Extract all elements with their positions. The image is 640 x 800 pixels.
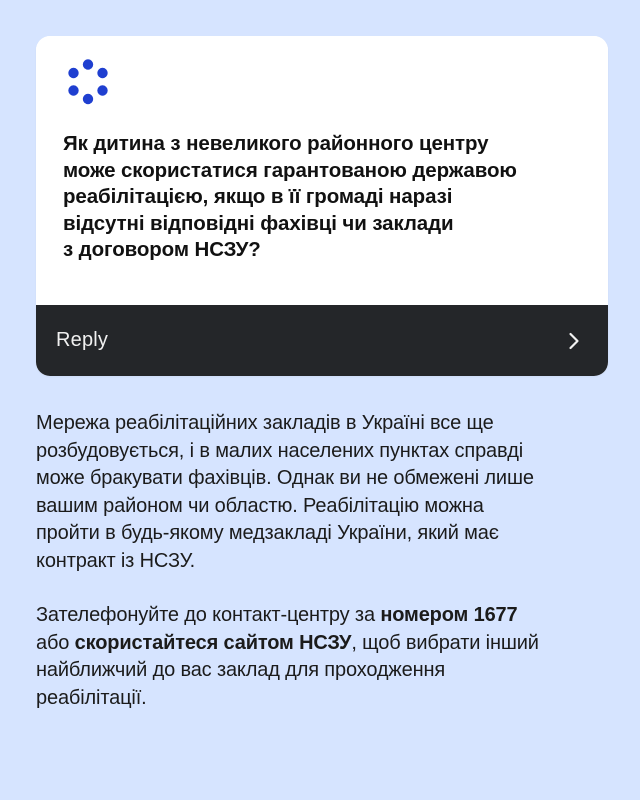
answer-line-text: , щоб вибрати інший	[351, 631, 539, 654]
answer-paragraph-2	[36, 602, 611, 712]
answer-line: вашим районом чи областю. Реабілітацію можна	[36, 494, 484, 517]
question-text	[63, 131, 583, 264]
answer-line: реабілітації.	[36, 686, 147, 709]
answer-line-text: Зателефонуйте до контакт-центру за	[36, 604, 381, 626]
answer-line: розбудовується, і в малих населених пунктах справді	[36, 439, 524, 462]
answer-line: найближчий до вас заклад для проходження	[36, 659, 446, 681]
question-card	[36, 36, 608, 376]
nszu-site-highlight: скористайтеся сайтом НСЗУ	[74, 631, 352, 654]
question-line: з договором НСЗУ?	[63, 238, 261, 261]
reply-label: Reply	[56, 329, 109, 351]
reply-button[interactable]	[36, 305, 608, 376]
answer-text	[36, 410, 611, 712]
question-line: Як дитина з невеликого районного центру	[63, 132, 489, 155]
answer-line: контракт із НСЗУ.	[36, 549, 195, 572]
answer-line-text: або	[36, 631, 75, 654]
question-line: реабілітацією, якщо в її громаді наразі	[63, 185, 453, 208]
chevron-right-icon	[566, 331, 582, 351]
nszu-logo-icon	[64, 58, 112, 106]
phone-number-highlight: номером 1677	[380, 604, 518, 626]
question-line: може скористатися гарантованою державою	[63, 158, 517, 182]
question-line: відсутні відповідні фахівці чи заклади	[63, 211, 454, 235]
answer-line: Мережа реабілітаційних закладів в Україні все ще	[36, 412, 494, 434]
answer-line: може бракувати фахівців. Однак ви не обмежені лише	[36, 467, 534, 489]
answer-line: пройти в будь-якому медзакладі України, який має	[36, 522, 499, 544]
question-card-body	[36, 36, 608, 305]
answer-paragraph-1	[36, 410, 611, 575]
